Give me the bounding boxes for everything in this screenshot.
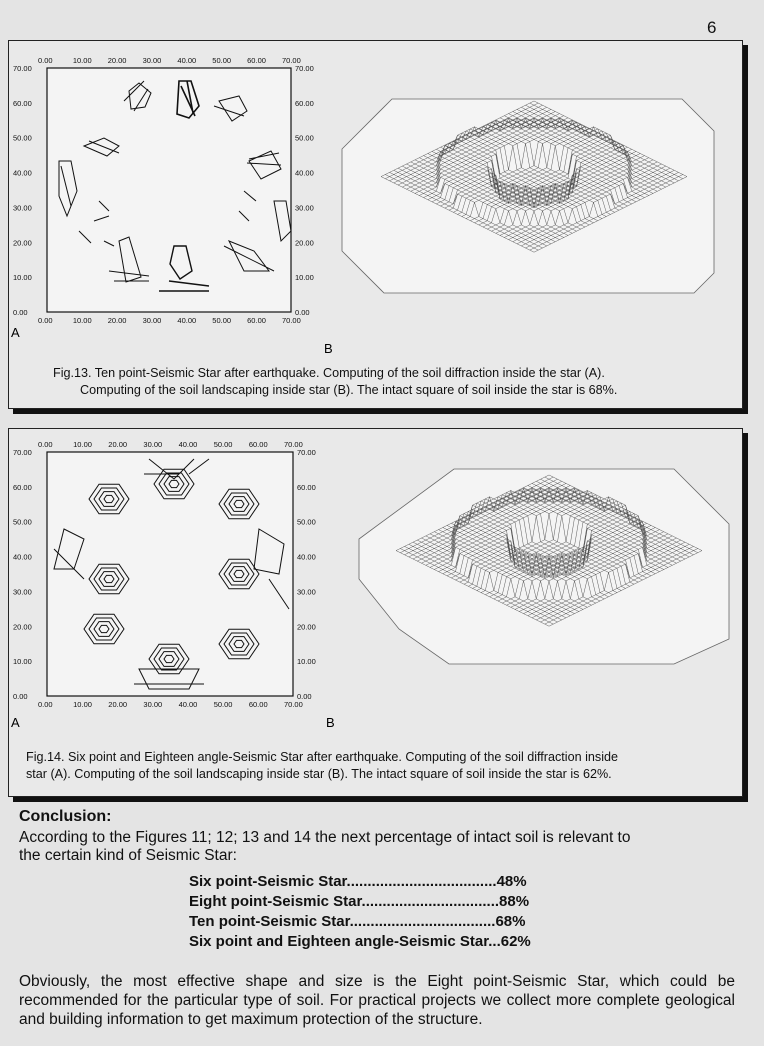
y-tick-label: 40.00 (13, 552, 32, 562)
result-six-point: Six point-Seismic Star....................................48% (189, 873, 527, 890)
conclusion-section (19, 808, 739, 865)
y-tick-label: 60.00 (297, 482, 316, 492)
x-tick-label: 50.00 (212, 56, 232, 65)
x-tick-label: 0.00 (38, 56, 53, 65)
y-tick-label: 60.00 (295, 98, 314, 108)
x-tick-label: 10.00 (73, 700, 92, 709)
y-tick-label: 10.00 (297, 657, 316, 667)
x-tick-label: 30.00 (142, 316, 162, 325)
x-tick-label: 70.00 (284, 440, 303, 449)
panel-a-label: A (11, 325, 20, 340)
x-tick-label: 40.00 (178, 700, 198, 709)
x-tick-label: 70.00 (284, 700, 303, 709)
x-tick-label: 20.00 (107, 316, 127, 325)
x-tick-label: 50.00 (213, 700, 233, 709)
x-tick-label: 60.00 (248, 440, 268, 449)
x-tick-label: 30.00 (142, 56, 162, 65)
x-tick-label: 30.00 (143, 700, 163, 709)
y-tick-label: 60.00 (13, 98, 32, 108)
figure-13 (8, 40, 743, 409)
x-tick-label: 10.00 (73, 440, 92, 449)
closing-paragraph: Obviously, the most effective shape and size is the Eight point-Seismic Star, which could be recommended for the particular type of soil. For practical projects we collect more complete geological and building information to get maximum protection of the structure. (19, 973, 735, 1028)
y-tick-label: 10.00 (13, 273, 32, 283)
x-tick-label: 30.00 (143, 440, 163, 449)
x-tick-label: 50.00 (213, 440, 233, 449)
contour-plot-a (9, 429, 319, 729)
caption-line: Fig.14. Six point and Eighteen angle-Seismic Star after earthquake. Computing of the soil diffraction inside (26, 750, 619, 764)
caption-line: Fig.13. Ten point-Seismic Star after earthquake. Computing of the soil diffraction inside the star (A). (53, 366, 605, 380)
y-ticks-left (13, 64, 32, 317)
figure-14-caption (26, 749, 726, 783)
x-tick-label: 10.00 (72, 56, 92, 65)
x-tick-label: 70.00 (282, 56, 301, 65)
x-tick-label: 40.00 (178, 440, 198, 449)
y-tick-label: 30.00 (13, 587, 32, 597)
y-tick-label: 30.00 (297, 587, 316, 597)
x-tick-label: 70.00 (282, 316, 301, 325)
y-tick-label: 60.00 (13, 482, 32, 492)
y-tick-label: 30.00 (295, 203, 314, 213)
x-tick-label: 20.00 (108, 440, 128, 449)
surface-plot-svg (326, 469, 739, 739)
x-tick-label: 0.00 (38, 316, 53, 325)
surface-plot-svg (324, 61, 734, 361)
y-tick-label: 70.00 (13, 448, 32, 457)
result-eight-point: Eight point-Seismic Star.................................88% (189, 893, 530, 910)
conclusion-heading: Conclusion: (19, 808, 112, 825)
result-ten-point: Ten point-Seismic Star...................................68% (189, 913, 526, 930)
y-tick-label: 40.00 (13, 168, 32, 178)
x-tick-label: 50.00 (212, 316, 232, 325)
result-six-eighteen: Six point and Eighteen angle-Seismic Star...62% (189, 933, 531, 950)
y-tick-label: 40.00 (297, 552, 316, 562)
y-tick-label: 20.00 (13, 238, 32, 248)
x-ticks-bottom (38, 700, 303, 709)
intro-line: According to the Figures 11; 12; 13 and 14 the next percentage of intact soil is relevant to (19, 829, 631, 846)
y-tick-label: 50.00 (13, 133, 32, 143)
y-tick-label: 50.00 (295, 133, 314, 143)
figure-14 (8, 428, 743, 797)
x-tick-label: 60.00 (248, 700, 268, 709)
panel-b-label: B (326, 715, 335, 730)
conclusion-intro (19, 829, 739, 865)
x-ticks-top (38, 440, 303, 449)
x-tick-label: 20.00 (107, 56, 127, 65)
figure-13-caption (53, 365, 733, 399)
caption-line: star (A). Computing of the soil landscaping inside star (B). The intact square of soil inside the star is 62%. (26, 767, 612, 781)
y-tick-label: 0.00 (297, 692, 312, 701)
x-tick-label: 60.00 (247, 316, 266, 325)
x-ticks-bottom (38, 316, 301, 325)
results-list (189, 872, 531, 952)
panel-b-label: B (324, 341, 333, 356)
y-tick-label: 70.00 (295, 64, 314, 73)
page-number: 6 (707, 18, 717, 37)
y-tick-label: 50.00 (13, 517, 32, 527)
x-tick-label: 0.00 (38, 440, 53, 449)
contour-plot-a (9, 41, 319, 341)
caption-line: Computing of the soil landscaping inside star (B). The intact square of soil inside the star is 68%. (80, 383, 618, 397)
y-tick-label: 10.00 (295, 273, 314, 283)
y-tick-label: 0.00 (13, 692, 28, 701)
contour-plot-svg (9, 429, 319, 729)
y-ticks-right (297, 448, 316, 701)
x-tick-label: 10.00 (72, 316, 92, 325)
y-ticks-left (13, 448, 32, 701)
surface-plot-b (324, 61, 734, 361)
x-tick-label: 60.00 (247, 56, 266, 65)
surface-plot-b (326, 469, 739, 739)
y-tick-label: 10.00 (13, 657, 32, 667)
y-tick-label: 0.00 (295, 308, 310, 317)
y-ticks-right (295, 64, 314, 317)
y-tick-label: 0.00 (13, 308, 28, 317)
intro-line: the certain kind of Seismic Star: (19, 847, 237, 864)
y-tick-label: 70.00 (297, 448, 316, 457)
y-tick-label: 70.00 (13, 64, 32, 73)
contour-plot-svg (9, 41, 319, 341)
x-tick-label: 40.00 (177, 56, 197, 65)
y-tick-label: 30.00 (13, 203, 32, 213)
y-tick-label: 20.00 (297, 622, 316, 632)
x-tick-label: 0.00 (38, 700, 53, 709)
y-tick-label: 20.00 (13, 622, 32, 632)
y-tick-label: 20.00 (295, 238, 314, 248)
x-tick-label: 40.00 (177, 316, 197, 325)
x-ticks-top (38, 56, 301, 65)
y-tick-label: 40.00 (295, 168, 314, 178)
x-tick-label: 20.00 (108, 700, 128, 709)
panel-a-label: A (11, 715, 20, 730)
y-tick-label: 50.00 (297, 517, 316, 527)
